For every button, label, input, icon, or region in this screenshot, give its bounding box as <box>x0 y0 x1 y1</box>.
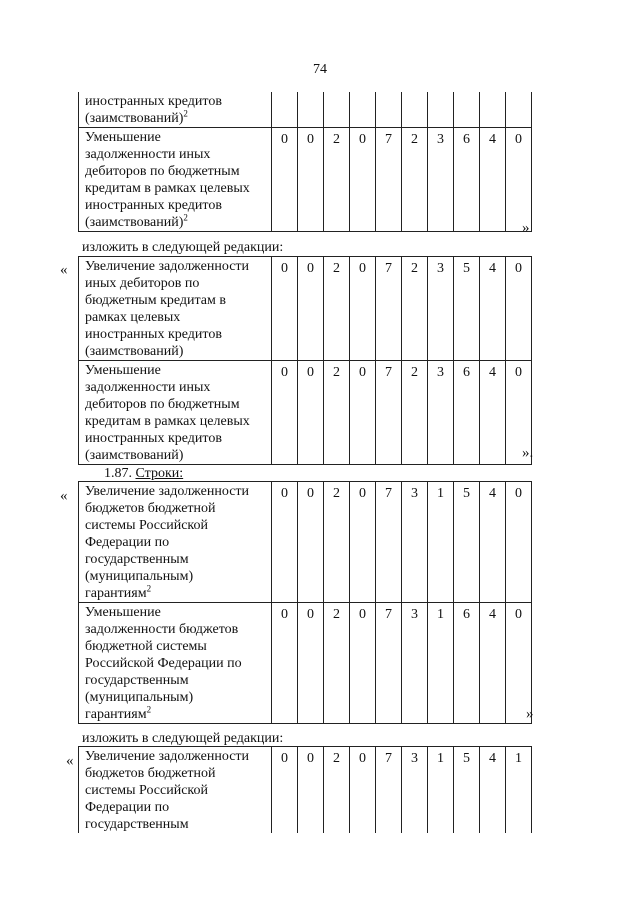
description-line: дебиторов по бюджетным <box>85 397 240 412</box>
code-digit: 3 <box>402 747 428 834</box>
code-digit: 1 <box>428 747 454 834</box>
code-digit <box>506 92 532 128</box>
code-digit: 0 <box>272 128 298 232</box>
code-digit: 0 <box>350 257 376 361</box>
description-line: гарантиям$^2$ <box>85 704 152 722</box>
code-digit <box>324 92 350 128</box>
description-line: (заимствований) <box>85 448 184 463</box>
code-digit: 2 <box>402 128 428 232</box>
code-digit: 0 <box>506 361 532 465</box>
description-line: Увеличение задолженности <box>85 259 250 274</box>
section-label: Строки: <box>135 466 184 481</box>
code-digit: 1 <box>428 482 454 603</box>
open-quote: « <box>60 488 68 504</box>
description-line: (заимствований) <box>85 344 184 359</box>
description-line: Увеличение задолженности <box>85 749 250 764</box>
code-digit: 3 <box>428 257 454 361</box>
description-line: бюджетным кредитам в <box>85 293 226 308</box>
code-digit <box>376 92 402 128</box>
description-line: государственным <box>85 817 189 832</box>
code-digit: 3 <box>428 128 454 232</box>
table-row <box>79 92 532 128</box>
description-line: задолженности иных <box>85 380 211 395</box>
row-description <box>79 482 272 603</box>
code-digit: 7 <box>376 257 402 361</box>
table-row <box>79 603 532 724</box>
code-digit: 3 <box>402 603 428 724</box>
close-quote-period: ». <box>522 445 534 461</box>
code-digit: 0 <box>350 128 376 232</box>
replace-with-phrase: изложить в следующей редакции: <box>82 731 284 746</box>
code-digit: 0 <box>350 482 376 603</box>
code-digit: 0 <box>350 603 376 724</box>
footnote-mark: 2 <box>146 583 152 594</box>
description-line: иностранных кредитов <box>85 327 222 342</box>
replace-with-phrase: изложить в следующей редакции: <box>82 240 284 255</box>
description-line: Уменьшение <box>85 130 161 145</box>
code-digit: 0 <box>298 361 324 465</box>
description-line: (муниципальным) <box>85 690 194 705</box>
description-line: (муниципальным) <box>85 569 194 584</box>
description-line: Уменьшение <box>85 605 161 620</box>
code-digit <box>480 92 506 128</box>
code-digit: 0 <box>350 747 376 834</box>
description-line: гарантиям$^2$ <box>85 583 152 601</box>
table-row <box>79 361 532 465</box>
section-number: 1.87. <box>104 466 132 481</box>
code-digit: 2 <box>324 257 350 361</box>
code-digit: 6 <box>454 361 480 465</box>
description-line: задолженности иных <box>85 147 211 162</box>
code-digit: 2 <box>324 482 350 603</box>
table-row <box>79 257 532 361</box>
table-row <box>79 747 532 834</box>
code-digit: 4 <box>480 747 506 834</box>
code-digit: 4 <box>480 603 506 724</box>
code-digit: 0 <box>272 482 298 603</box>
code-digit <box>402 92 428 128</box>
description-line: кредитам в рамках целевых <box>85 414 250 429</box>
description-line: системы Российской <box>85 783 209 798</box>
code-digit: 7 <box>376 747 402 834</box>
code-digit: 3 <box>428 361 454 465</box>
code-digit: 0 <box>298 747 324 834</box>
row-description <box>79 747 272 834</box>
description-line: бюджетов бюджетной <box>85 501 216 516</box>
table-row <box>79 482 532 603</box>
code-digit: 6 <box>454 603 480 724</box>
code-digit: 0 <box>272 361 298 465</box>
description-line: (заимствований)$^2$ <box>85 108 188 126</box>
row-description <box>79 603 272 724</box>
code-digit: 1 <box>506 747 532 834</box>
code-digit: 0 <box>506 257 532 361</box>
code-digit: 1 <box>428 603 454 724</box>
description-line: иных дебиторов по <box>85 276 200 291</box>
description-line: системы Российской <box>85 518 209 533</box>
code-digit: 0 <box>506 603 532 724</box>
description-line: кредитам в рамках целевых <box>85 181 250 196</box>
description-line: иностранных кредитов <box>85 198 222 213</box>
description-line: рамках целевых <box>85 310 181 325</box>
description-line: (заимствований)$^2$ <box>85 212 188 230</box>
description-line: Увеличение задолженности <box>85 484 250 499</box>
code-digit: 0 <box>298 482 324 603</box>
code-digit: 4 <box>480 257 506 361</box>
open-quote: « <box>66 753 74 769</box>
code-digit: 2 <box>324 128 350 232</box>
description-line: иностранных кредитов <box>85 94 222 109</box>
footnote-mark: 2 <box>183 212 188 223</box>
code-digit: 7 <box>376 128 402 232</box>
code-digit: 4 <box>480 128 506 232</box>
description-line: иностранных кредитов <box>85 431 222 446</box>
code-digit: 2 <box>402 257 428 361</box>
description-line: государственным <box>85 673 189 688</box>
code-digit: 0 <box>272 257 298 361</box>
table-row <box>79 128 532 232</box>
code-digit <box>298 92 324 128</box>
row-description <box>79 128 272 232</box>
code-digit: 0 <box>272 747 298 834</box>
description-line: Федерации по <box>85 800 170 815</box>
description-line: бюджетов бюджетной <box>85 766 216 781</box>
code-digit <box>350 92 376 128</box>
table-new-rows-guarantees <box>78 746 532 833</box>
description-line: Российской Федерации по <box>85 656 242 671</box>
section-heading <box>104 466 183 482</box>
description-line: задолженности бюджетов <box>85 622 239 637</box>
footnote-mark: 2 <box>146 704 152 715</box>
description-line: дебиторов по бюджетным <box>85 164 240 179</box>
page-number: 74 <box>313 62 327 77</box>
description-line: государственным <box>85 552 189 567</box>
code-digit <box>454 92 480 128</box>
code-digit: 7 <box>376 603 402 724</box>
code-digit: 0 <box>298 603 324 724</box>
code-digit: 0 <box>506 482 532 603</box>
code-digit: 5 <box>454 257 480 361</box>
description-line: Федерации по <box>85 535 170 550</box>
code-digit: 0 <box>506 128 532 232</box>
footnote-mark: 2 <box>183 108 188 119</box>
table-old-rows-credits <box>78 92 532 232</box>
table-new-rows-credits <box>78 256 532 465</box>
code-digit <box>272 92 298 128</box>
row-description <box>79 257 272 361</box>
description-line: бюджетной системы <box>85 639 207 654</box>
close-quote: » <box>522 220 530 236</box>
code-digit: 4 <box>480 361 506 465</box>
code-digit: 2 <box>324 747 350 834</box>
code-digit: 5 <box>454 482 480 603</box>
row-description <box>79 92 272 128</box>
table-old-rows-guarantees <box>78 481 532 724</box>
code-digit: 6 <box>454 128 480 232</box>
code-digit: 0 <box>298 257 324 361</box>
code-digit: 5 <box>454 747 480 834</box>
code-digit: 4 <box>480 482 506 603</box>
code-digit: 2 <box>324 603 350 724</box>
code-digit: 2 <box>324 361 350 465</box>
code-digit: 0 <box>298 128 324 232</box>
code-digit <box>428 92 454 128</box>
code-digit: 3 <box>402 482 428 603</box>
row-description <box>79 361 272 465</box>
code-digit: 2 <box>402 361 428 465</box>
code-digit: 7 <box>376 482 402 603</box>
close-quote: » <box>526 706 534 722</box>
code-digit: 0 <box>272 603 298 724</box>
open-quote: « <box>60 262 68 278</box>
code-digit: 0 <box>350 361 376 465</box>
description-line: Уменьшение <box>85 363 161 378</box>
code-digit: 7 <box>376 361 402 465</box>
